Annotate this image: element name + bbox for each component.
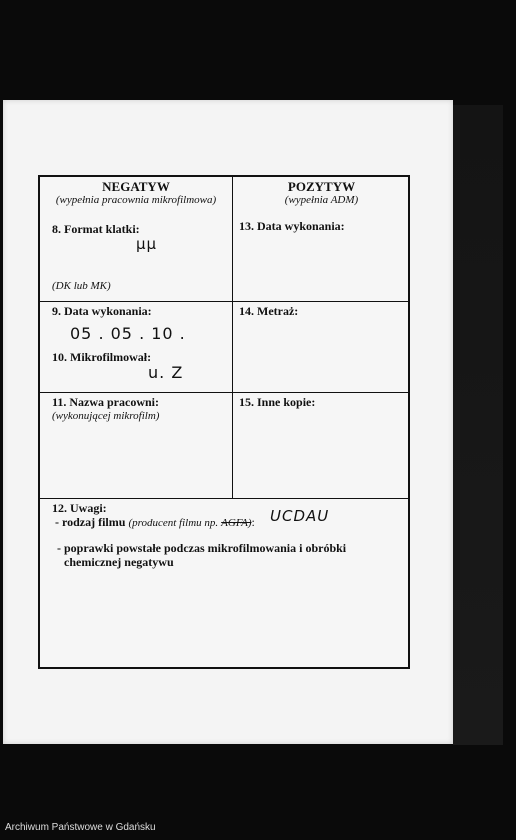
rodzaj-filmu-line (55, 515, 255, 530)
mikrofilmowal-label: 10. Mikrofilmował: (52, 350, 152, 364)
pozytyw-subtitle: (wypełnia ADM) (284, 194, 359, 206)
metraz-label: 14. Metraż: (239, 304, 299, 318)
archive-footer: Archiwum Państwowe w Gdańsku (5, 822, 156, 833)
format-label: 8. Format klatki: (52, 222, 140, 236)
pozytyw-data-label: 13. Data wykonania: (239, 219, 345, 233)
rodzaj-filmu-hint: (producent filmu np. (128, 517, 219, 529)
data-wykonania-value: 05 . 05 . 10 . (70, 324, 186, 343)
mikrofilmowal-value: u. Z (148, 363, 184, 382)
form-table (38, 175, 410, 669)
nazwa-pracowni-label: 11. Nazwa pracowni: (52, 395, 159, 409)
poprawki-line-1: - poprawki powstałe podczas mikrofilmowania i obróbki (57, 541, 347, 555)
format-value: μμ (136, 235, 158, 253)
rodzaj-filmu-value: UCDAU (270, 507, 330, 525)
film-edge (453, 105, 503, 745)
row-divider (40, 392, 408, 393)
pozytyw-title: POZYTYW (287, 179, 356, 194)
row-divider (40, 498, 408, 499)
uwagi-label: 12. Uwagi: (52, 501, 107, 515)
row-divider (40, 301, 408, 302)
negatyw-subtitle: (wypełnia pracownia mikrofilmowa) (55, 194, 217, 206)
format-hint: (DK lub MK) (52, 280, 111, 292)
negatyw-title: NEGATYW (102, 179, 170, 194)
nazwa-pracowni-hint: (wykonującej mikrofilm) (52, 410, 160, 422)
rodzaj-filmu-label: - rodzaj filmu (55, 515, 126, 529)
rodzaj-filmu-struck: AGFA) (221, 517, 252, 529)
column-divider (232, 177, 233, 498)
poprawki-line-2: chemicznej negatywu (64, 555, 174, 569)
inne-kopie-label: 15. Inne kopie: (239, 395, 316, 409)
data-wykonania-label: 9. Data wykonania: (52, 304, 152, 318)
rodzaj-filmu-colon: : (251, 515, 255, 529)
